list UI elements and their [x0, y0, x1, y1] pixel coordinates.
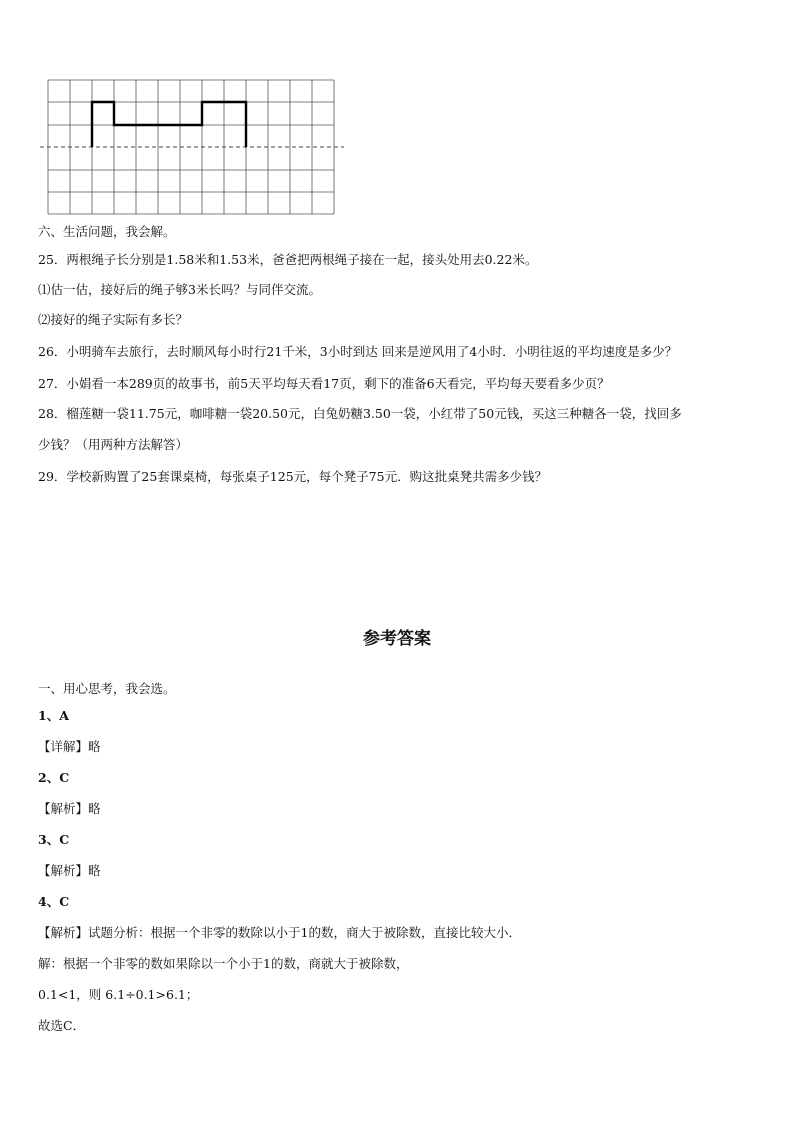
- question-28-line-1: 28．榴莲糖一袋11.75元，咖啡糖一袋20.50元，白兔奶糖3.50一袋，小红带了50元钱，买这三种糖各一袋，找回多: [38, 406, 682, 421]
- answer-3-note: 【解析】略: [38, 863, 101, 878]
- question-25-part-1: ⑴估一估，接好后的绳子够3米长吗？与同伴交流。: [38, 282, 321, 297]
- answer-2: 2、C: [38, 770, 70, 785]
- answer-4-solution-1: 解：根据一个非零的数如果除以一个小于1的数，商就大于被除数，: [38, 956, 409, 971]
- answer-4-analysis: 【解析】试题分析：根据一个非零的数除以小于1的数，商大于被除数，直接比较大小．: [38, 925, 521, 940]
- answer-2-note: 【解析】略: [38, 801, 101, 816]
- question-28-line-2: 少钱？（用两种方法解答）: [38, 437, 189, 452]
- question-25-part-2: ⑵接好的绳子实际有多长？: [38, 312, 189, 327]
- question-26: 26．小明骑车去旅行，去时顺风每小时行21千米，3小时到达 回来是逆风用了4小时．小明往返的平均速度是多少？: [38, 344, 678, 359]
- section-six-heading: 六、生活问题，我会解。: [38, 224, 176, 239]
- question-25: 25．两根绳子长分别是1.58米和1.53米，爸爸把两根绳子接在一起，接头处用去0.22米。: [38, 252, 538, 267]
- answer-4-solution-2: 0.1<1，则 6.1÷0.1>6.1；: [38, 987, 199, 1002]
- question-29: 29．学校新购置了25套课桌椅，每张桌子125元，每个凳子75元．购这批桌凳共需多少钱？: [38, 469, 548, 484]
- answer-3: 3、C: [38, 832, 70, 847]
- answers-section-one: 一、用心思考，我会选。: [38, 681, 176, 696]
- answers-title: 参考答案: [363, 629, 431, 649]
- answer-4: 4、C: [38, 894, 70, 909]
- grid-figure: [38, 75, 348, 217]
- answer-1: 1、A: [38, 708, 69, 723]
- answer-1-note: 【详解】略: [38, 739, 101, 754]
- outline-shape: [92, 102, 246, 147]
- question-27: 27．小娟看一本289页的故事书，前5天平均每天看17页，剩下的准备6天看完，平均每天要看多少页？: [38, 376, 610, 391]
- answer-4-solution-3: 故选C．: [38, 1018, 86, 1033]
